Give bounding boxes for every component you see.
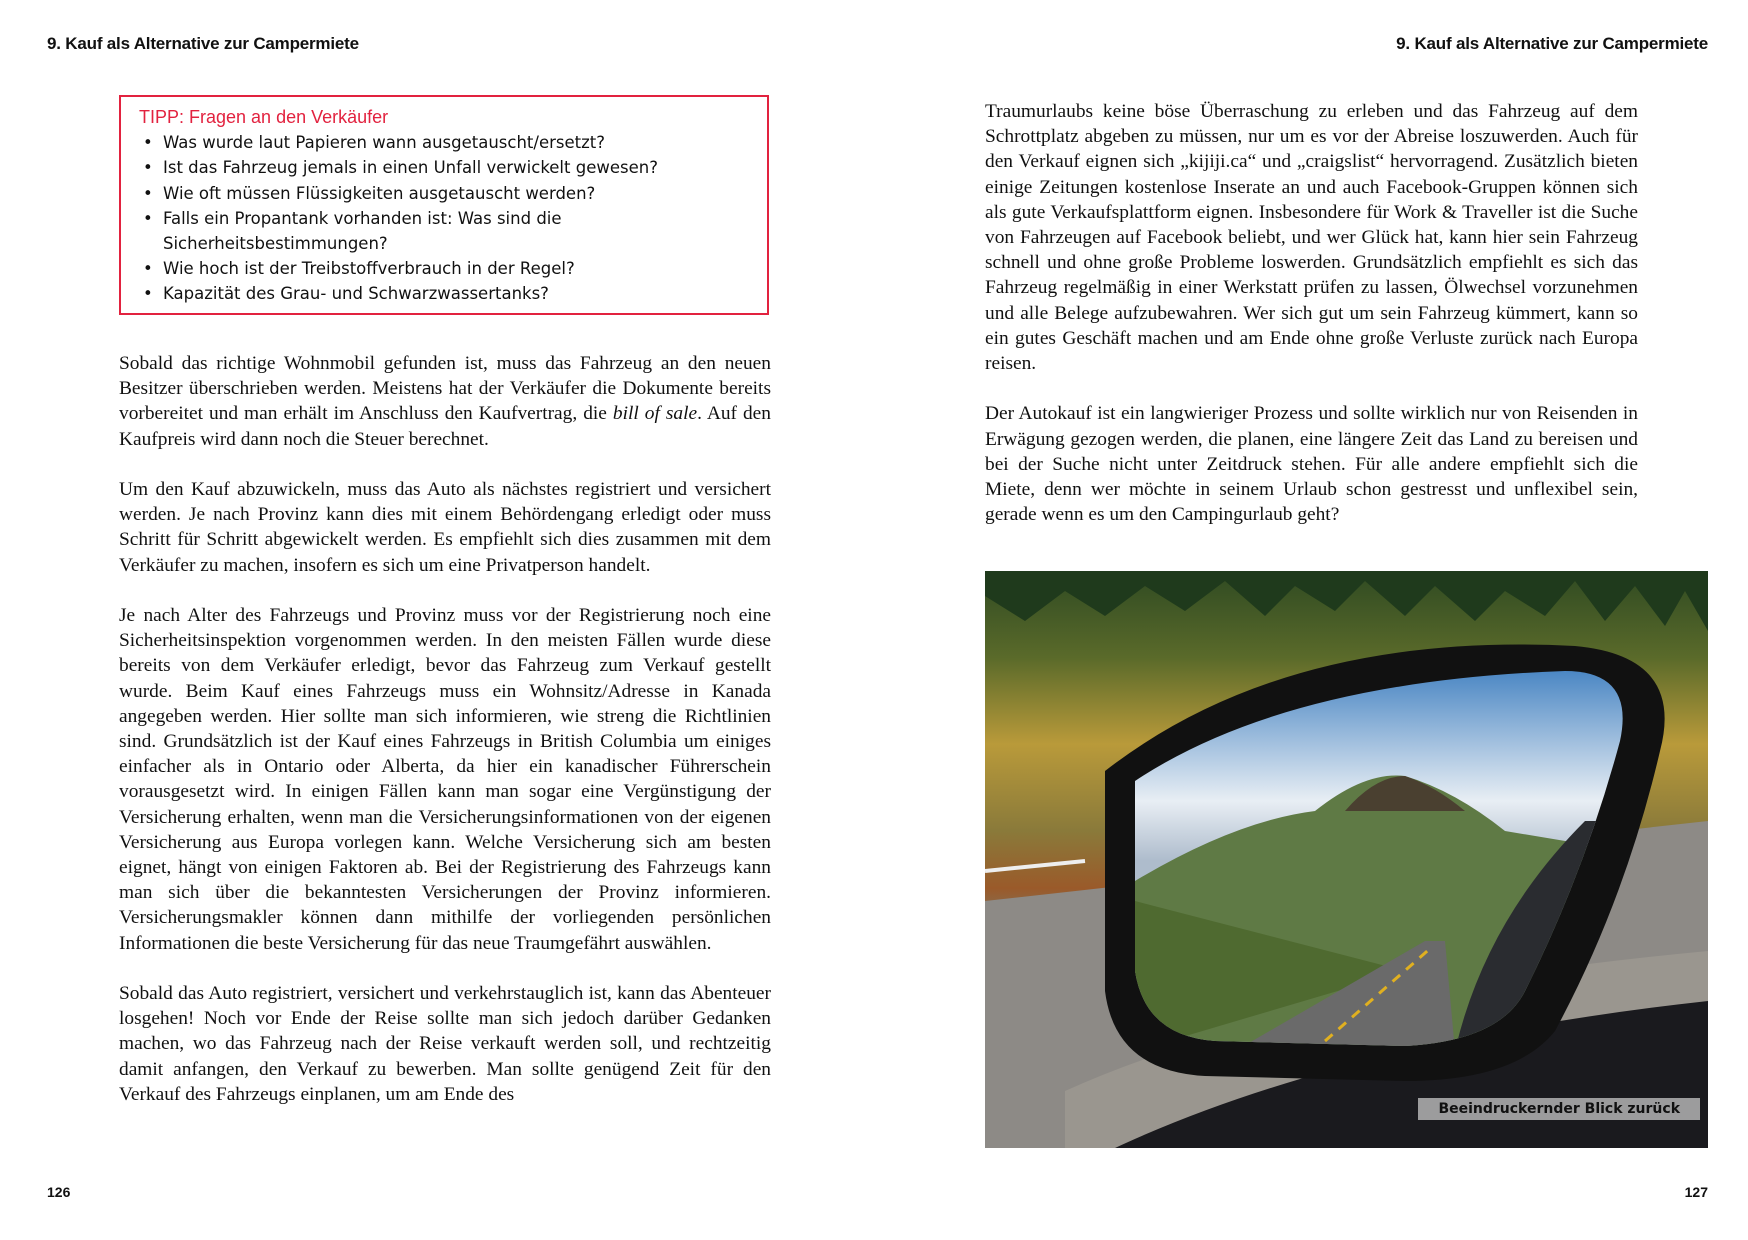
tip-item: • Falls ein Propantank vorhanden ist: Was sind die Sicherheitsbestimmungen? [163,206,749,256]
page-number-right: 127 [1684,1184,1708,1200]
tip-item: • Wie hoch ist der Treibstoffverbrauch in der Regel? [163,256,749,281]
tip-item: • Kapazität des Grau- und Schwarzwassertanks? [163,281,749,306]
paragraph: Traumurlaubs keine böse Überraschung zu erleben und das Fahrzeug auf dem Schrottplatz abgeben zu müssen, nur um es vor der Abreise loszuwerden. Auch für den Verkauf eignen sich „kijiji.ca“ und „craigslist“ hervorragend. Zusätzlich bieten einige Zeitungen kostenlose Inserate an und auch Facebook-Gruppen können sich als gute Verkaufsplattform eignen. Insbesondere für Work & Traveller ist die Suche von Fahrzeugen auf Facebook beliebt, und wer Glück hat, kann hier sein Fahrzeug schnell und ohne große Probleme loswerden. Grundsätzlich empfiehlt es sich das Fahrzeug regelmäßig in einer Werkstatt prüfen zu lassen, Ölwechsel vorzunehmen und alle Belege aufzubewahren. Wer sich gut um sein Fahrzeug kümmert, kann so ein gutes Geschäft machen und am Ende ohne große Verluste zurück nach Europa reisen. [985,101,1638,375]
paragraph: Je nach Alter des Fahrzeugs und Provinz muss vor der Registrierung noch eine Sicherheitsinspektion vorgenommen werden. In den meisten Fällen wurde diese bereits von dem Verkäufer erledigt, bevor das Fahrzeug zum Verkauf gestellt wurde. Beim Kauf eines Fahrzeugs muss ein Wohnsitz/Adresse in Kanada angegeben werden. Hier sollte man sich informieren, wie streng die Richtlinien sind. Grundsätzlich ist der Kauf eines Fahrzeugs in British Columbia um einiges einfacher als in Ontario oder Alberta, da hier ein kanadischer Führerschein vorausgesetzt wird. In einigen Fällen kann man sogar eine Vergünstigung der Versicherung erhalten, wenn man die Versicherungsinformationen von der eigenen Versicherung aus Europa vorlegen kann. Welche Versicherung sich am besten eignet, hängt von einigen Faktoren ab. Bei der Registrierung des Fahrzeugs kann man sich über die bekanntesten Versicherungen der Provinz informieren. Versicherungsmakler können dann mithilfe der vorliegenden persönlichen Informationen die beste Versicherung für das neue Traumgefährt auswählen. [119,605,771,954]
text: Sobald das richtige Wohnmobil gefunden ist, muss das Fahrzeug an den neuen Besitzer überschrieben werden. Meistens hat der Verkäufer die Dokumente bereits vorbereitet und man erhält im Anschluss den Kaufvertrag, die [119,353,771,425]
tip-list [139,130,749,306]
photo-caption: Beeindruckernder Blick zurück [1418,1098,1700,1120]
italic-term: bill of sale [612,403,698,425]
left-column [119,351,771,1132]
tip-title: TIPP: Fragen an den Verkäufer [139,107,389,127]
paragraph: Um den Kauf abzuwickeln, muss das Auto als nächstes registriert und versichert werden. Je nach Provinz kann dies mit einem Behördengang erledigt oder muss Schritt für Schritt abgewickelt werden. Es empfiehlt sich dies zusammen mit dem Verkäufer zu machen, insofern es sich um eine Privatperson handelt. [119,479,771,576]
text: . Auf den Kaufpreis wird dann noch die Steuer berechnet. [119,403,771,450]
paragraph: Sobald das Auto registriert, versichert und verkehrstauglich ist, kann das Abenteuer losgehen! Noch vor Ende der Reise sollte man sich jedoch darüber Gedanken machen, wo das Fahrzeug nach der Reise verkauft werden soll, und rechtzeitig damit anfangen, den Verkauf zu bewerben. Man sollte genügend Zeit für den Verkauf des Fahrzeugs einplanen, um am Ende des [119,983,771,1105]
paragraph: Der Autokauf ist ein langwieriger Prozess und sollte wirklich nur von Reisenden in Erwägung gezogen werden, die planen, eine längere Zeit das Land zu bereisen und bei der Suche nicht unter Zeitdruck stehen. Für alle andere empfiehlt sich die Miete, denn wer möchte in seinem Urlaub schon gestresst und unflexibel sein, gerade wenn es um den Campingurlaub geht? [985,403,1638,526]
tip-item: • Was wurde laut Papieren wann ausgetauscht/ersetzt? [163,130,749,155]
mirror-photo [985,571,1708,1148]
paragraph [119,351,771,452]
tip-item: • Ist das Fahrzeug jemals in einen Unfall verwickelt gewesen? [163,155,749,180]
running-header-right: 9. Kauf als Alternative zur Campermiete [1396,34,1708,53]
right-column [985,99,1638,553]
photo-illustration [985,571,1708,1148]
tip-box [119,95,769,315]
page-number-left: 126 [47,1184,71,1200]
tip-item: • Wie oft müssen Flüssigkeiten ausgetauscht werden? [163,181,749,206]
running-header-left: 9. Kauf als Alternative zur Campermiete [47,34,359,53]
